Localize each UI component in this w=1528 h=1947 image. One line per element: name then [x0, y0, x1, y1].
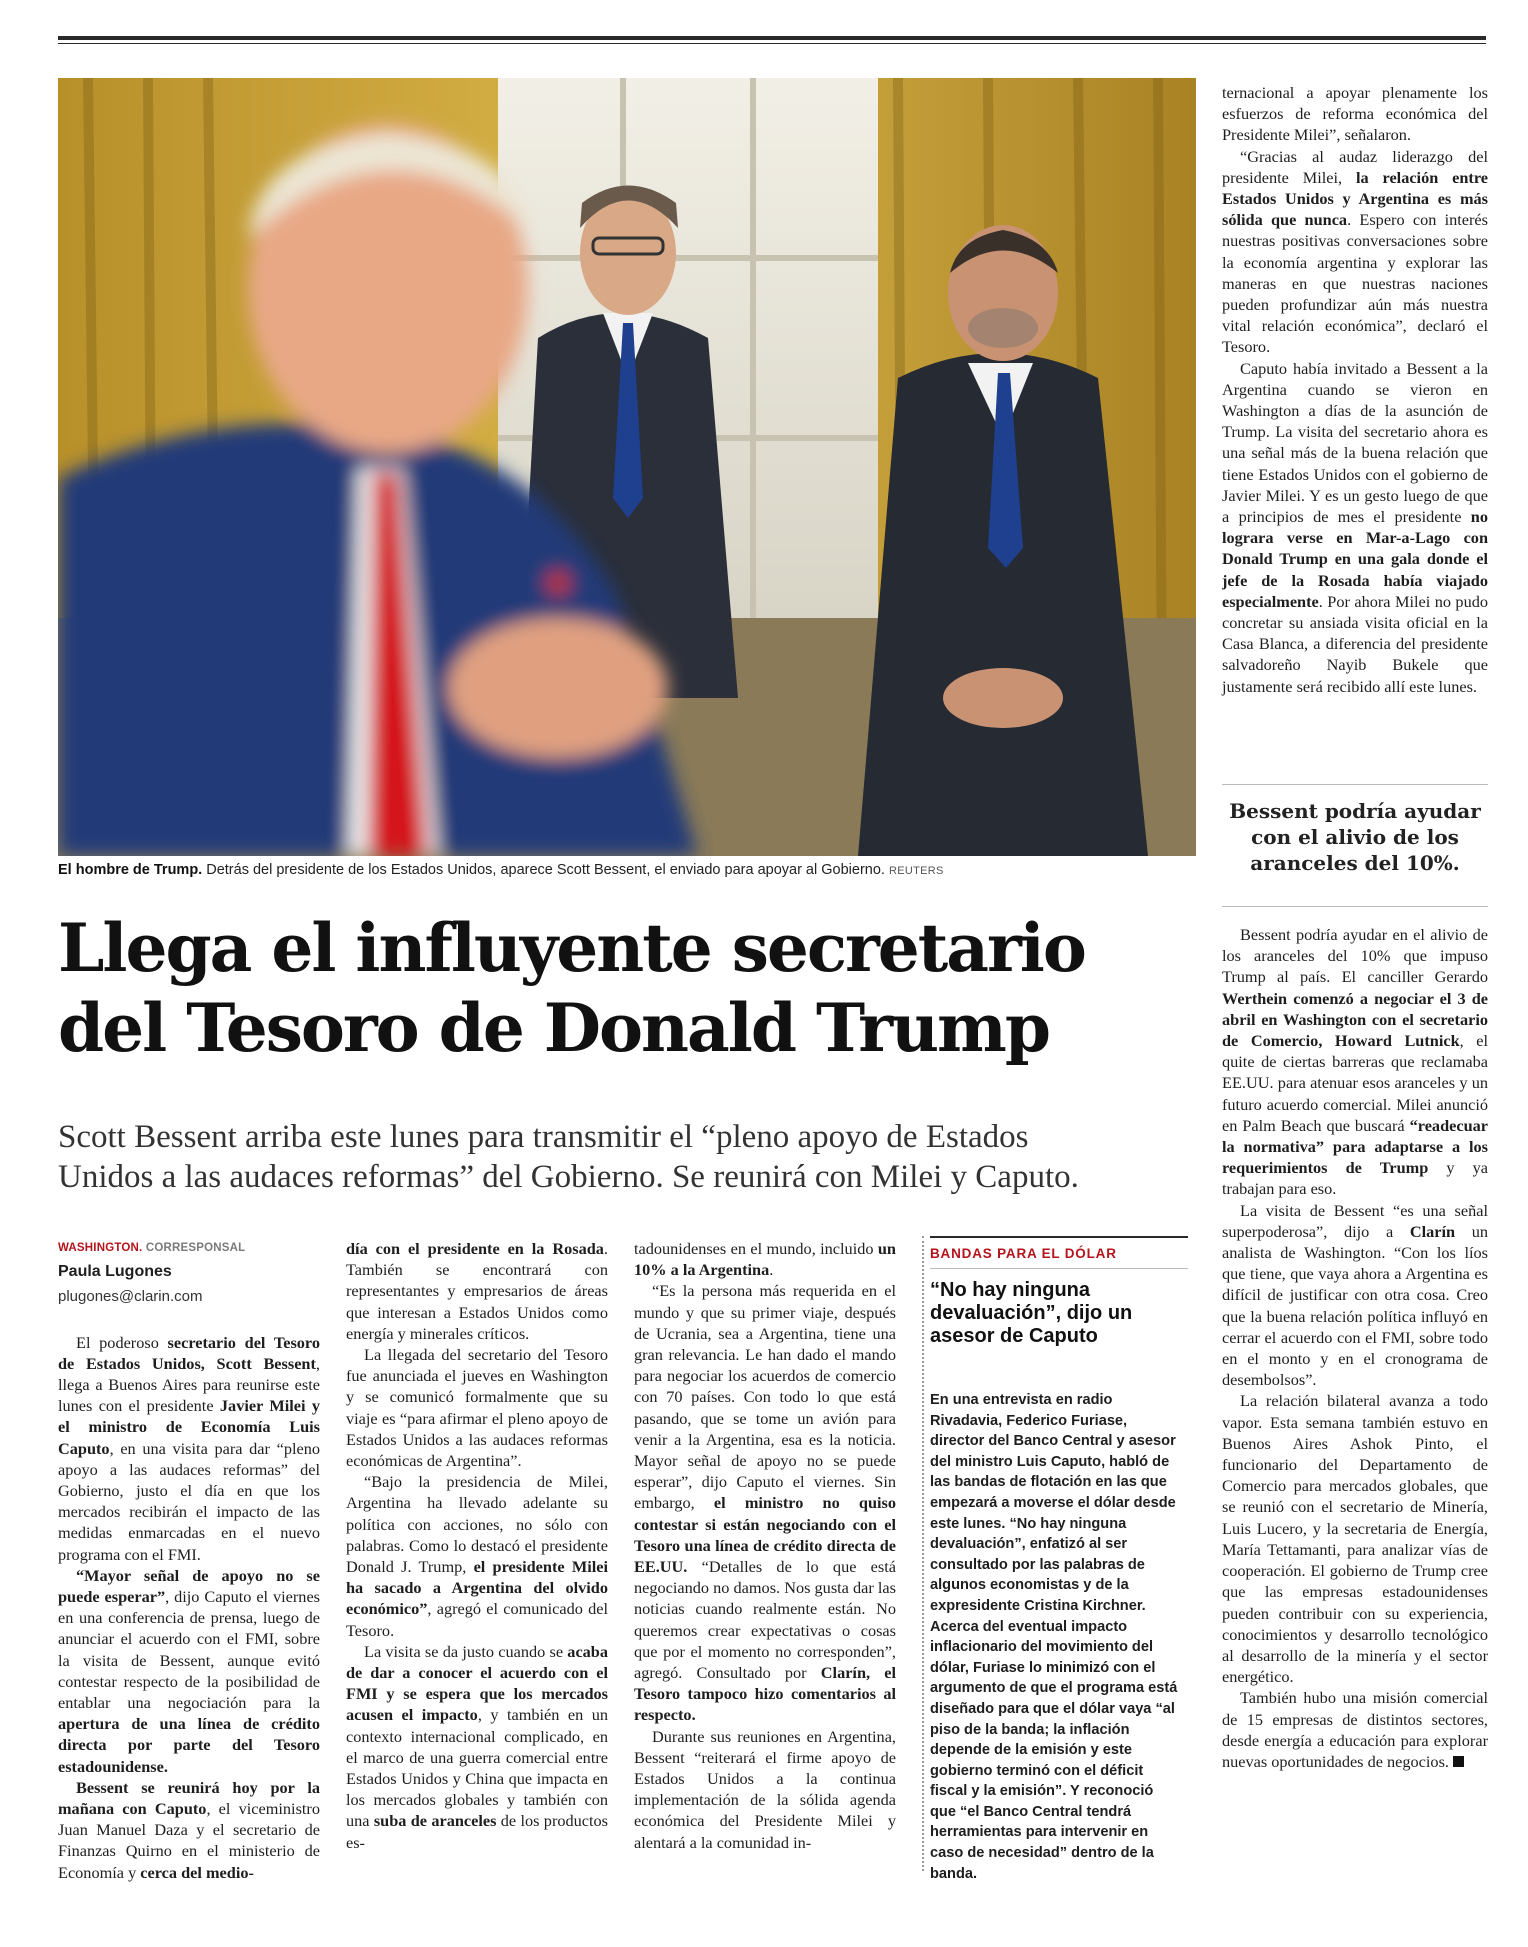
column-4-top [1222, 82, 1488, 697]
paragraph: tadounidenses en el mundo, incluido un 10% a la Argentina. [634, 1239, 896, 1280]
paragraph: “Es la persona más requerida en el mundo y que su primer viaje, después de Ucrania, sea a Argentina, tiene una gran relevancia. Le han dado el mando para negociar los acuerdos de comercio con 70 países. Con todo lo que está pasando, que se tome un avión para venir a la Argentina, esa es la noticia. Mayor señal de apoyo no se puede esperar”, dijo Caputo el viernes. Sin embargo, el ministro no quiso contestar si están negociando con el Tesoro una línea de crédito directa de EE.UU. “Detalles de lo que está negociando no damos. Nos gusta dar las noticias cuando realmente están. No queremos crear expectativas o cosas que por el momento no corresponden”, agregó. Consultado por Clarín, el Tesoro tampoco hizo comentarios al respecto. [634, 1281, 897, 1725]
column-3-body [634, 1238, 896, 1853]
sidebar-top-rule [930, 1236, 1188, 1238]
column-4-top-body [1222, 82, 1488, 697]
pullquote: Bessent podría ayudar con el alivio de los aranceles del 10%. [1229, 799, 1481, 875]
column-2 [346, 1238, 608, 1853]
paragraph: La llegada del secretario del Tesoro fue anunciada el jueves en Washington y se comunicó formalmente que su viaje es “para afirmar el pleno apoyo de Estados Unidos a las audaces reformas económicas de Argentina”. [346, 1345, 608, 1471]
column-1-body [58, 1332, 320, 1883]
column-3 [634, 1238, 896, 1853]
top-rule [58, 36, 1486, 40]
paragraph: La relación bilateral avanza a todo vapor. Esta semana también estuvo en Buenos Aires Ashok Pinto, el funcionario del Departamento de Comercio para mercados globales, que se reunió con el secretario de Minería, Luis Lucero, y la secretaria de Energía, María Tettamanti, para analizar vías de cooperación. El gobierno de Trump cree que las empresas estadounidenses pueden contribuir con su experiencia, conocimientos y desarrollo tecnológico al desarrollo de la minería y el sector energético. [1222, 1391, 1488, 1687]
news-photo [58, 78, 1196, 856]
photo-image [58, 78, 1196, 856]
column-4-bottom-body [1222, 924, 1488, 1772]
paragraph: La visita se da justo cuando se acaba de dar a conocer el acuerdo con el FMI y se espera que los mercados acusen el impacto, y también en un contexto internacional complicado, en el marco de una guerra comercial entre Estados Unidos y China que impacta en los mercados globales y también con una suba de aranceles de los productos es- [346, 1641, 609, 1852]
sidebar-body: En una entrevista en radio Rivadavia, Federico Furiase, director del Banco Central y asesor del ministro Luis Caputo, habló de las bandas de flotación en las que empezará a moverse el dólar desde este lunes. “No hay ninguna devaluación”, enfatizó al ser consultado por las palabras de algunos economistas y de la expresidente Cristina Kirchner. Acerca del eventual impacto inflacionario del movimiento del dólar, Furiase lo minimizó con el argumento de que el programa está diseñado para que el dólar vaya “al piso de la banda; la inflación depende de la emisión y este gobierno terminó con el déficit fiscal y la emisión”. Y reconoció que “el Banco Central tendrá herramientas para intervenir en caso de necesidad” dentro de la banda. [930, 1392, 1178, 1882]
paragraph: La visita de Bessent “es una señal superpoderosa”, dijo a Clarín un analista de Washington. “Con los líos que tiene, que vaya ahora a Argentina es difícil de justificar con otra cosa. Creo que la buena relación política influyó en cerrar el acuerdo con el FMI, sobre todo en el monto y en el cronograma de desembolsos”. [1222, 1200, 1488, 1390]
column-4-bottom [1222, 924, 1488, 1772]
paragraph: Caputo había invitado a Bessent a la Argentina cuando se vieron en Washington a días de la asunción de Trump. La visita del secretario ahora es una señal más de la buena relación que tiene Estados Unidos con el gobierno de Javier Milei. Y es un gesto luego de que a principios de mes el presidente no lograra verse en Mar-a-Lago con Donald Trump en una gala donde el jefe de la Rosada había viajado especialmente. Por ahora Milei no pudo concretar su ansiada visita oficial en la Casa Blanca, a diferencia del presidente salvadoreño Nayib Bukele que justamente será recibido allí este lunes. [1222, 358, 1488, 696]
photo-caption: El hombre de Trump. Detrás del presidente de los Estados Unidos, aparece Scott Bessent, el enviado para apoyar al Gobierno. REUTERS [58, 862, 944, 878]
pullquote-rule-top [1222, 784, 1488, 785]
paragraph: El poderoso secretario del Tesoro de Estados Unidos, Scott Bessent, llega a Buenos Aires para reunirse este lunes con el presidente Javier Milei y el ministro de Economía Luis Caputo, en una visita para dar “pleno apoyo a las audaces reformas” del Gobierno, justo el día en que los mercados recibirán el impacto de las medidas enmarcadas en el nuevo programa con el FMI. [58, 1332, 320, 1564]
headline-line-2: del Tesoro de Donald Trump [58, 989, 1050, 1067]
paragraph: Durante sus reuniones en Argentina, Bessent “reiterará el firme apoyo de Estados Unidos a la continua implementación de la sólida agenda económica del Presidente Milei y alentará a la comunidad in- [634, 1726, 896, 1852]
author-email[interactable]: plugones@clarin.com [58, 1288, 203, 1306]
paragraph: ternacional a apoyar plenamente los esfuerzos de reforma económica del Presidente Milei”, señalaron. [1222, 83, 1488, 145]
sidebar-kicker: BANDAS PARA EL DÓLAR [930, 1246, 1117, 1261]
end-of-article-icon [1453, 1756, 1464, 1767]
paragraph: “Bajo la presidencia de Milei, Argentina ha llevado adelante su política con acciones, no sólo con palabras. Como lo destacó el presidente Donald J. Trump, el presidente Milei ha sacado a Argentina del olvido económico”, agregó el comunicado del Tesoro. [346, 1472, 608, 1640]
paragraph: Bessent se reunirá hoy por la mañana con Caputo, el viceministro Juan Manuel Daza y el secretario de Finanzas Quirno en el ministerio de Economía y cerca del medio- [58, 1777, 320, 1882]
sidebar-divider [930, 1268, 1188, 1269]
paragraph: “Gracias al audaz liderazgo del presidente Milei, la relación entre Estados Unidos y Argentina es más sólida que nunca. Espero con interés nuestras positivas conversaciones sobre la economía argentina y explorar las maneras en que nuestras naciones pueden profundizar aún más nuestra vital relación económica”, declaró el Tesoro. [1222, 146, 1489, 357]
headline [58, 908, 1188, 1068]
dateline: WASHINGTON. CORRESPONSAL [58, 1242, 246, 1254]
deck-line-2: Unidos a las audaces reformas” del Gobierno. Se reunirá con Milei y Caputo. [58, 1159, 1079, 1195]
paragraph: “Mayor señal de apoyo no se puede esperar”, dijo Caputo el viernes en una conferencia de prensa, luego de anunciar el acuerdo con el FMI, sobre la visita de Bessent, aunque evitó contestar respecto de la posibilidad de entablar una negociación para la apertura de una línea de crédito directa por parte del Tesoro estadounidense. [58, 1565, 321, 1776]
sidebar-title: “No hay ninguna devaluación”, dijo un asesor de Caputo [930, 1279, 1133, 1347]
top-rule-thin [58, 43, 1486, 44]
paragraph: También hubo una misión comercial de 15 empresas de distintos sectores, desde energía a educación para explorar nuevas oportunidades de negocios. [1222, 1688, 1488, 1771]
paragraph: Bessent podría ayudar en el alivio de los aranceles del 10% que impuso Trump al país. El canciller Gerardo Werthein comenzó a negociar el 3 de abril en Washington con el secretario de Comercio, Howard Lutnick, el quite de ciertas barreras que reclamaba EE.UU. para atenuar esos aranceles y un futuro acuerdo comercial. Milei anunció en Palm Beach que buscará “readecuar la normativa” para adaptarse a los requerimientos de Trump y ya trabajan para eso. [1222, 925, 1488, 1199]
deck [58, 1117, 1188, 1197]
pullquote-rule-bottom [1222, 906, 1488, 907]
deck-line-1: Scott Bessent arriba este lunes para transmitir el “pleno apoyo de Estados [58, 1119, 1029, 1155]
author-name: Paula Lugones [58, 1263, 172, 1281]
photo-credit: REUTERS [888, 865, 944, 877]
column-2-body [346, 1238, 608, 1853]
column-1 [58, 1238, 320, 1883]
headline-line-1: Llega el influyente secretario [58, 909, 1085, 987]
paragraph: día con el presidente en la Rosada. También se encontrará con representantes y empresarios de áreas que interesan a Estados Unidos como energía y minerales críticos. [346, 1239, 608, 1343]
